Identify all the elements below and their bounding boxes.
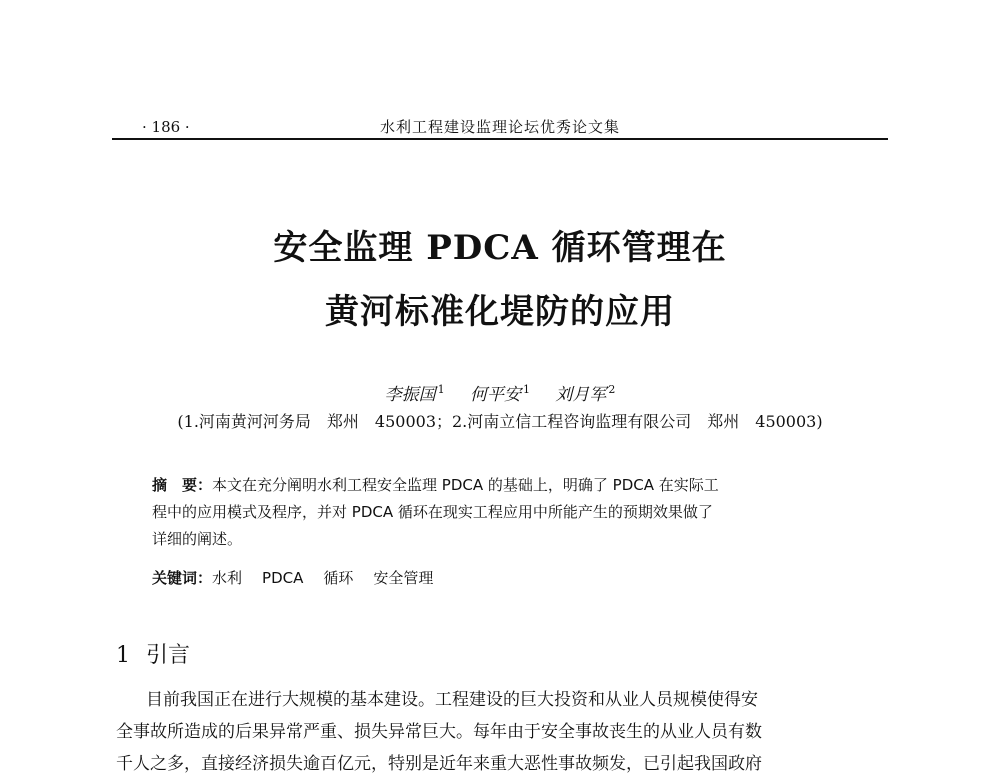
keywords-label: 关键词： [152,569,213,587]
keyword: 安全管理 [373,569,434,587]
body-line: 全事故所造成的后果异常严重、损失异常巨大。每年由于安全事故丧生的从业人员有数 [116,722,762,742]
author [385,385,445,405]
body-line: 千人之多，直接经济损失逾百亿元，特别是近年来重大恶性事故频发，已引起我国政府 [116,754,762,774]
paper-title-line-1: 安全监理 PDCA 循环管理在 [273,228,727,268]
affiliation-mark: 1 [437,383,445,396]
keyword: PDCA [262,569,304,587]
section-heading [116,642,190,670]
author [555,385,615,405]
body-text [116,684,892,780]
author [470,385,530,405]
body-line: 目前我国正在进行大规模的基本建设。工程建设的巨大投资和从业人员规模使得安 [146,690,758,710]
abstract [152,472,852,553]
keyword: 循环 [323,569,354,587]
section-number: 1 [116,643,130,668]
keyword: 水利 [212,569,243,587]
affiliation: (1.河南黄河河务局 郑州 450003；2.河南立信工程咨询监理有限公司 郑州 450003) [177,412,823,431]
abstract-line [152,472,852,499]
keywords [152,566,852,590]
journal-title: 水利工程建设监理论坛优秀论文集 [379,118,620,136]
page-number: · 186 · [142,118,190,136]
abstract-label: 摘 要： [152,476,213,494]
abstract-line: 详细的阐述。 [152,530,243,548]
author-name: 刘月军 [555,385,607,405]
paper-title-line-2: 黄河标准化堤防的应用 [325,292,675,332]
author-name: 李振国 [384,385,436,405]
section-title: 引言 [146,643,191,668]
affiliation-mark: 2 [608,383,616,396]
abstract-line: 程中的应用模式及程序，并对 PDCA 循环在现实工程应用中所能产生的预期效果做了 [152,503,713,521]
affiliation-mark: 1 [523,383,530,396]
author-list [0,378,1000,407]
running-header [112,116,888,138]
header-rule [112,138,888,140]
author-name: 何平安 [470,385,521,405]
abstract-text: 本文在充分阐明水利工程安全监理 PDCA 的基础上，明确了 PDCA 在实际工 [212,476,719,494]
